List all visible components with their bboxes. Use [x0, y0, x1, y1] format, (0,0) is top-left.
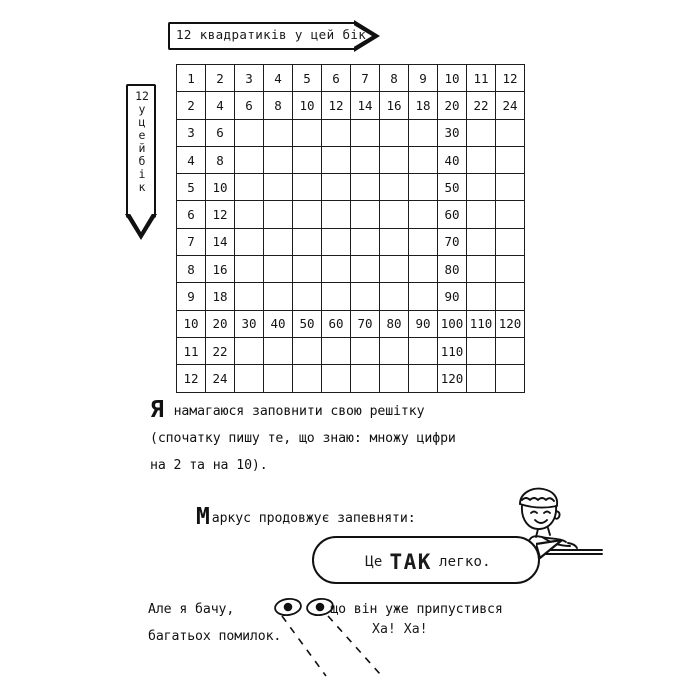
grid-cell[interactable]	[322, 228, 351, 255]
grid-cell[interactable]	[351, 337, 380, 364]
grid-cell[interactable]	[380, 365, 409, 392]
grid-cell[interactable]	[322, 119, 351, 146]
grid-cell[interactable]	[409, 283, 438, 310]
grid-cell[interactable]: 4	[264, 65, 293, 92]
bubble-text-emphasis: ТАК	[389, 550, 432, 574]
grid-cell[interactable]: 60	[438, 201, 467, 228]
grid-cell[interactable]: 4	[206, 92, 235, 119]
grid-cell[interactable]	[380, 228, 409, 255]
grid-cell[interactable]: 100	[438, 310, 467, 337]
grid-cell[interactable]: 12	[322, 92, 351, 119]
grid-cell[interactable]: 30	[235, 310, 264, 337]
grid-cell[interactable]	[293, 365, 322, 392]
grid-cell[interactable]: 6	[206, 119, 235, 146]
grid-cell[interactable]: 22	[467, 92, 496, 119]
grid-cell[interactable]: 11	[177, 337, 206, 364]
grid-cell[interactable]	[322, 283, 351, 310]
grid-cell[interactable]	[322, 256, 351, 283]
p1-line2: (спочатку пишу те, що знаю: множу цифри	[150, 431, 456, 446]
grid-cell[interactable]	[235, 283, 264, 310]
grid-cell[interactable]	[235, 119, 264, 146]
grid-cell[interactable]: 80	[438, 256, 467, 283]
grid-cell[interactable]: 110	[438, 337, 467, 364]
grid-cell[interactable]: 3	[235, 65, 264, 92]
grid-cell[interactable]	[264, 174, 293, 201]
grid-cell[interactable]	[467, 256, 496, 283]
grid-cell[interactable]: 8	[264, 92, 293, 119]
grid-cell[interactable]	[496, 283, 525, 310]
grid-cell[interactable]: 5	[293, 65, 322, 92]
p3-line1b: що він уже припустився	[330, 602, 503, 617]
bubble-text-after: легко.	[438, 554, 491, 570]
grid-cell[interactable]	[467, 119, 496, 146]
grid-cell[interactable]: 24	[206, 365, 235, 392]
grid-cell[interactable]	[264, 256, 293, 283]
multiplication-grid	[176, 64, 522, 386]
grid-cell[interactable]	[380, 256, 409, 283]
left-arrow-label-char: ц	[138, 115, 146, 129]
grid-cell[interactable]: 10	[206, 174, 235, 201]
grid-cell[interactable]: 9	[177, 283, 206, 310]
grid-cell[interactable]	[235, 228, 264, 255]
grid-cell[interactable]: 22	[206, 337, 235, 364]
grid-cell[interactable]	[264, 228, 293, 255]
speech-bubble-tail-icon	[536, 540, 564, 562]
grid-cell[interactable]	[496, 146, 525, 173]
grid-cell[interactable]	[351, 283, 380, 310]
grid-cell[interactable]	[351, 174, 380, 201]
top-arrow-label: 12 квадратиків у цей бік	[176, 27, 367, 42]
grid-cell[interactable]: 50	[293, 310, 322, 337]
grid-cell[interactable]	[351, 365, 380, 392]
grid-cell[interactable]	[293, 228, 322, 255]
grid-cell[interactable]	[467, 174, 496, 201]
left-direction-arrow	[126, 84, 162, 254]
grid-cell[interactable]: 7	[177, 228, 206, 255]
grid-cell[interactable]	[264, 283, 293, 310]
grid-row	[177, 119, 525, 146]
grid-cell[interactable]: 80	[380, 310, 409, 337]
grid-row	[177, 65, 525, 92]
bubble-text-before: Це	[365, 554, 383, 570]
p1-dropcap: Я	[150, 397, 164, 423]
grid-body	[177, 65, 525, 393]
grid-cell[interactable]	[351, 256, 380, 283]
grid-cell[interactable]	[496, 174, 525, 201]
grid-cell[interactable]: 6	[177, 201, 206, 228]
grid-cell[interactable]	[293, 146, 322, 173]
grid-cell[interactable]: 18	[409, 92, 438, 119]
grid-cell[interactable]: 14	[206, 228, 235, 255]
grid-cell[interactable]: 30	[438, 119, 467, 146]
grid-cell[interactable]: 14	[351, 92, 380, 119]
grid-cell[interactable]	[293, 337, 322, 364]
grid-cell[interactable]	[264, 365, 293, 392]
top-direction-arrow	[168, 22, 384, 52]
p1-line1: намагаюся заповнити свою решітку	[165, 404, 425, 419]
grid-cell[interactable]	[496, 365, 525, 392]
grid-cell[interactable]: 2	[177, 92, 206, 119]
grid-cell[interactable]	[264, 119, 293, 146]
grid-cell[interactable]: 120	[438, 365, 467, 392]
grid-cell[interactable]	[264, 337, 293, 364]
grid-cell[interactable]	[351, 228, 380, 255]
left-arrow-head-inner-icon	[129, 212, 153, 232]
grid-cell[interactable]	[293, 283, 322, 310]
grid-cell[interactable]	[264, 201, 293, 228]
grid-cell[interactable]: 7	[351, 65, 380, 92]
grid-cell[interactable]: 16	[380, 92, 409, 119]
grid-cell[interactable]	[235, 337, 264, 364]
grid-cell[interactable]: 6	[235, 92, 264, 119]
grid-cell[interactable]	[467, 201, 496, 228]
grid-cell[interactable]	[293, 201, 322, 228]
grid-cell[interactable]: 10	[177, 310, 206, 337]
left-arrow-label-char: е	[138, 128, 146, 142]
grid-cell[interactable]	[380, 201, 409, 228]
grid-cell[interactable]	[467, 337, 496, 364]
grid-cell[interactable]	[322, 337, 351, 364]
grid-table	[176, 64, 525, 393]
grid-cell[interactable]: 50	[438, 174, 467, 201]
grid-cell[interactable]	[322, 201, 351, 228]
grid-cell[interactable]	[293, 119, 322, 146]
grid-cell[interactable]	[467, 283, 496, 310]
grid-cell[interactable]	[409, 256, 438, 283]
grid-row	[177, 256, 525, 283]
grid-cell[interactable]: 20	[206, 310, 235, 337]
grid-cell[interactable]: 70	[351, 310, 380, 337]
grid-cell[interactable]	[409, 119, 438, 146]
grid-cell[interactable]	[351, 146, 380, 173]
grid-cell[interactable]	[409, 337, 438, 364]
grid-cell[interactable]: 110	[467, 310, 496, 337]
grid-cell[interactable]: 70	[438, 228, 467, 255]
p3-line1a: Але я бачу,	[148, 602, 235, 617]
left-arrow-label-char: б	[138, 154, 146, 168]
grid-cell[interactable]	[409, 365, 438, 392]
grid-cell[interactable]: 4	[177, 146, 206, 173]
grid-cell[interactable]	[264, 146, 293, 173]
grid-cell[interactable]: 12	[206, 201, 235, 228]
grid-cell[interactable]: 120	[496, 310, 525, 337]
grid-row	[177, 201, 525, 228]
grid-cell[interactable]: 10	[438, 65, 467, 92]
left-arrow-label	[133, 90, 151, 194]
grid-cell[interactable]	[380, 119, 409, 146]
grid-cell[interactable]: 18	[206, 283, 235, 310]
p2-line1: аркус продовжує запевняти:	[211, 511, 416, 526]
left-arrow-label-char: 12	[135, 89, 149, 103]
grid-cell[interactable]	[235, 365, 264, 392]
grid-cell[interactable]: 12	[177, 365, 206, 392]
grid-cell[interactable]	[496, 228, 525, 255]
laugh-text: Ха! Ха!	[372, 622, 428, 637]
left-arrow-label-char: к	[138, 180, 146, 194]
grid-cell[interactable]	[409, 228, 438, 255]
grid-cell[interactable]	[293, 256, 322, 283]
grid-cell[interactable]: 60	[322, 310, 351, 337]
grid-row	[177, 92, 525, 119]
grid-cell[interactable]	[380, 337, 409, 364]
grid-cell[interactable]	[496, 337, 525, 364]
grid-cell[interactable]: 1	[177, 65, 206, 92]
grid-cell[interactable]: 6	[322, 65, 351, 92]
grid-cell[interactable]	[322, 365, 351, 392]
left-arrow-label-char: й	[138, 141, 146, 155]
grid-cell[interactable]	[467, 365, 496, 392]
paragraph-one	[150, 398, 590, 479]
p3-line2: багатьох помилок.	[148, 629, 282, 644]
grid-cell[interactable]	[496, 119, 525, 146]
grid-cell[interactable]: 10	[293, 92, 322, 119]
grid-cell[interactable]: 90	[409, 310, 438, 337]
grid-row	[177, 228, 525, 255]
grid-cell[interactable]: 90	[438, 283, 467, 310]
grid-cell[interactable]	[467, 228, 496, 255]
grid-cell[interactable]	[467, 146, 496, 173]
grid-cell[interactable]: 8	[380, 65, 409, 92]
left-arrow-label-char: у	[138, 102, 146, 116]
speech-bubble	[312, 536, 540, 584]
grid-cell[interactable]: 11	[467, 65, 496, 92]
grid-cell[interactable]	[235, 201, 264, 228]
grid-cell[interactable]	[351, 201, 380, 228]
grid-cell[interactable]	[322, 174, 351, 201]
grid-cell[interactable]	[409, 174, 438, 201]
grid-cell[interactable]	[380, 283, 409, 310]
grid-cell[interactable]	[235, 146, 264, 173]
grid-cell[interactable]	[496, 256, 525, 283]
grid-cell[interactable]	[380, 174, 409, 201]
grid-cell[interactable]	[235, 256, 264, 283]
grid-cell[interactable]	[322, 146, 351, 173]
p1-line3: на 2 та на 10).	[150, 458, 268, 473]
grid-cell[interactable]	[351, 119, 380, 146]
grid-row	[177, 337, 525, 364]
grid-cell[interactable]: 24	[496, 92, 525, 119]
grid-cell[interactable]	[496, 201, 525, 228]
speech-bubble-text	[314, 538, 542, 586]
grid-cell[interactable]	[380, 146, 409, 173]
grid-cell[interactable]	[293, 174, 322, 201]
grid-cell[interactable]: 16	[206, 256, 235, 283]
left-arrow-label-char: і	[138, 167, 146, 181]
grid-row	[177, 365, 525, 392]
grid-cell[interactable]: 8	[206, 146, 235, 173]
p2-dropcap: М	[196, 504, 210, 530]
grid-cell[interactable]: 5	[177, 174, 206, 201]
grid-cell[interactable]: 12	[496, 65, 525, 92]
grid-row	[177, 146, 525, 173]
grid-cell[interactable]: 8	[177, 256, 206, 283]
grid-cell[interactable]	[409, 201, 438, 228]
grid-cell[interactable]: 2	[206, 65, 235, 92]
grid-row	[177, 283, 525, 310]
grid-row	[177, 310, 525, 337]
grid-cell[interactable]	[409, 146, 438, 173]
grid-cell[interactable]: 40	[438, 146, 467, 173]
grid-cell[interactable]: 3	[177, 119, 206, 146]
grid-cell[interactable]: 9	[409, 65, 438, 92]
grid-cell[interactable]: 40	[264, 310, 293, 337]
grid-cell[interactable]	[235, 174, 264, 201]
grid-row	[177, 174, 525, 201]
grid-cell[interactable]: 20	[438, 92, 467, 119]
